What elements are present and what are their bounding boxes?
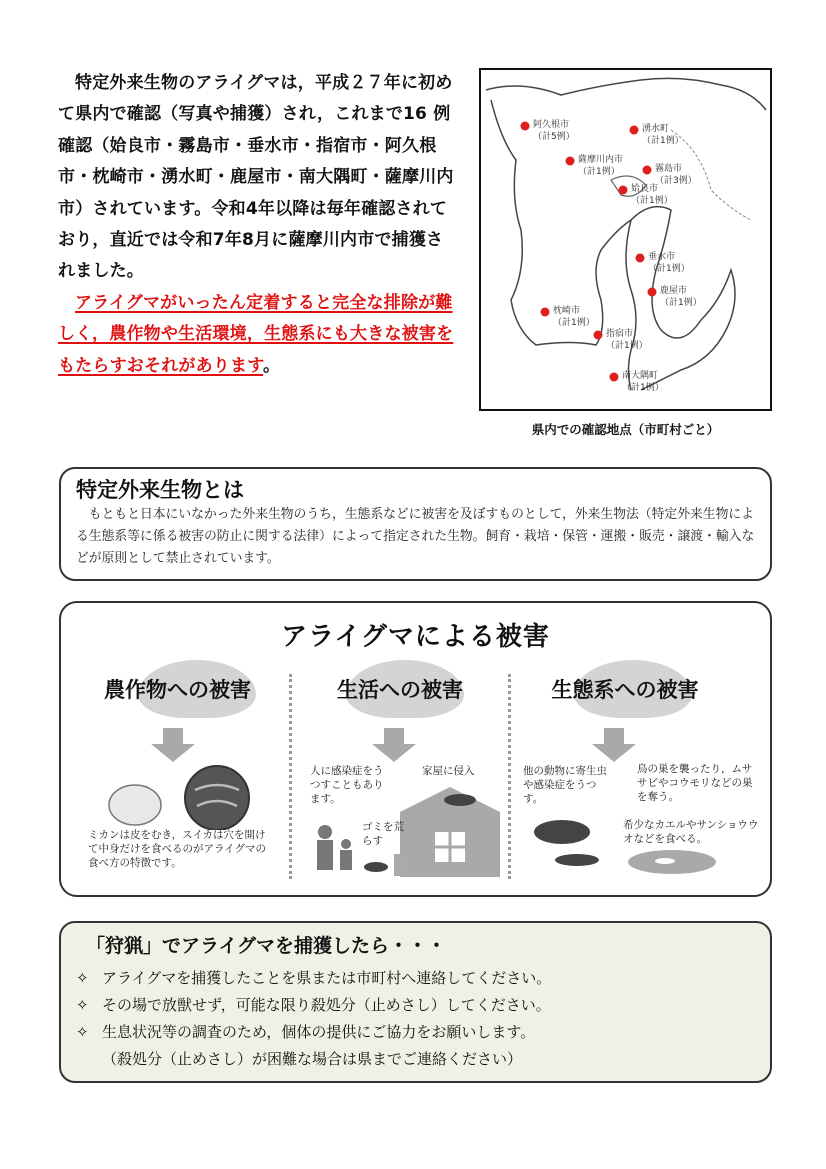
weasel-icon [555,854,599,866]
marker-ibusuki [594,331,603,340]
label-aira: 姶良市 [631,184,659,194]
arrow-down-icon [604,728,624,744]
eco-note-parasite: 他の動物に寄生虫や感染症をうつす。 [523,765,607,805]
life-note-infection: 人に感染症をうつすこともあります。 [310,765,384,805]
arrow-down-icon [372,744,416,762]
crop-note: ミカンは皮をむき，スイカは穴を開けて中身だけを食べるのがアライグマの食べ方の特徴です。 [88,829,266,869]
column-divider [508,674,511,879]
child-icon [341,839,351,849]
column-title-crops: 農作物への被害 [104,678,251,702]
label-tarumizu: 垂水市 [648,252,676,262]
label-ibusuki: 指宿市 [606,329,634,339]
svg-text:（計5例）: （計5例） [533,132,575,142]
raccoon-dog-illustration [522,812,617,872]
raccoon-dog-icon [534,820,590,844]
column-divider [289,674,292,879]
svg-text:（計1例）: （計1例） [578,167,620,177]
arrow-down-icon [384,728,404,744]
crop-illustration [95,760,275,830]
svg-text:（計1例）: （計1例） [622,383,664,393]
raccoon-icon [444,794,476,806]
marker-minamiosumi [610,373,619,382]
marker-kanoya [648,288,657,297]
eco-note-rare-species: 希少なカエルやサンショウウオなどを食べる。 [623,819,759,845]
marker-satsumasendai [566,157,575,166]
column-title-life: 生活への被害 [337,678,463,702]
arrow-down-icon [592,744,636,762]
salamander-icon [655,858,675,864]
orange-icon [109,785,161,825]
damage-title: アライグマによる被害 [281,622,550,652]
label-makurazaki: 枕崎市 [553,306,581,316]
svg-text:（計1例）: （計1例） [606,341,648,351]
watermelon-icon [185,766,249,830]
marker-tarumizu [636,254,645,263]
intro-paragraph: 特定外来生物のアライグマは，平成２７年に初めて県内で確認（写真や捕獲）され，これまで16 例確認（姶良市・霧島市・垂水市・指宿市・阿久根市・枕崎市・湧水町・鹿屋市・南大隅町・薩摩川内市）されています。令和4年以降は毎年確認されており，直近では令和7年8月に薩摩川内市で捕獲されました。 [58,73,454,282]
definition-body: もともと日本にいなかった外来生物のうち，生態系などに被害を及ぼすものとして，外来生物法（特定外来生物による生態系等に係る被害の防止に関する法律）によって指定された生物。飼育・栽培・保管・運搬・販売・譲渡・輸入などが原則として禁止されています。 [76,507,755,566]
map-border-north [486,78,766,110]
svg-text:（計1例）: （計1例） [648,264,690,274]
label-kirishima: 霧島市 [655,164,683,174]
svg-text:（計1例）: （計1例） [553,318,595,328]
diamond-bullet-icon: ✧ [76,996,89,1014]
warning-end: 。 [263,355,281,376]
marker-aira [619,186,628,195]
diamond-bullet-icon: ✧ [76,1023,89,1041]
hunting-item: ✧ 生息状況等の調査のため，個体の提供にご協力をお願いします。 [76,1020,756,1044]
raccoon-icon [364,862,388,872]
hunting-title: 「狩猟」でアライグマを捕獲したら・・・ [86,935,447,957]
map-caption: 県内での確認地点（市町村ごと） [531,422,720,437]
kagoshima-map [479,68,772,411]
life-note-intrusion: 家屋に侵入 [422,765,475,777]
person-icon [318,825,332,839]
arrow-down-icon [163,728,183,744]
marker-akune [521,122,530,131]
marker-kirishima [643,166,652,175]
hunting-note: （殺処分（止めさし）が困難な場合は県までご連絡ください） [102,1050,523,1068]
life-note-garbage: ゴミを荒らす [362,821,404,847]
intro-text [58,68,458,382]
svg-text:（計1例）: （計1例） [642,136,684,146]
label-kanoya: 鹿屋市 [660,286,688,296]
diamond-bullet-icon: ✧ [76,969,89,987]
hunting-item: ✧ アライグマを捕獲したことを県または市町村へ連絡してください。 [76,966,756,990]
map-svg [481,70,770,409]
label-yusui: 湧水町 [642,124,670,134]
marker-yusui [630,126,639,135]
column-title-ecosystem: 生態系への被害 [551,678,699,702]
trash-can-icon [394,854,410,876]
svg-text:（計1例）: （計1例） [631,196,673,206]
label-akune: 阿久根市 [533,120,570,130]
svg-text:（計1例）: （計1例） [660,298,702,308]
marker-makurazaki [541,308,550,317]
svg-text:（計3例）: （計3例） [655,176,697,186]
eco-note-nest: 鳥の巣を襲ったり，ムササビやコウモリなどの巣を奪う。 [637,763,753,803]
label-minamiosumi: 南大隅町 [622,371,659,381]
warning-text: アライグマがいったん定着すると完全な排除が難しく，農作物や生活環境，生態系にも大きな被害をもたらすおそれがあります [58,292,454,376]
label-satsumasendai: 薩摩川内市 [578,155,624,165]
definition-title: 特定外来生物とは [76,478,244,502]
pond-illustration [625,846,720,876]
hunting-item: ✧ その場で放獣せず，可能な限り殺処分（止めさし）してください。 [76,993,756,1017]
